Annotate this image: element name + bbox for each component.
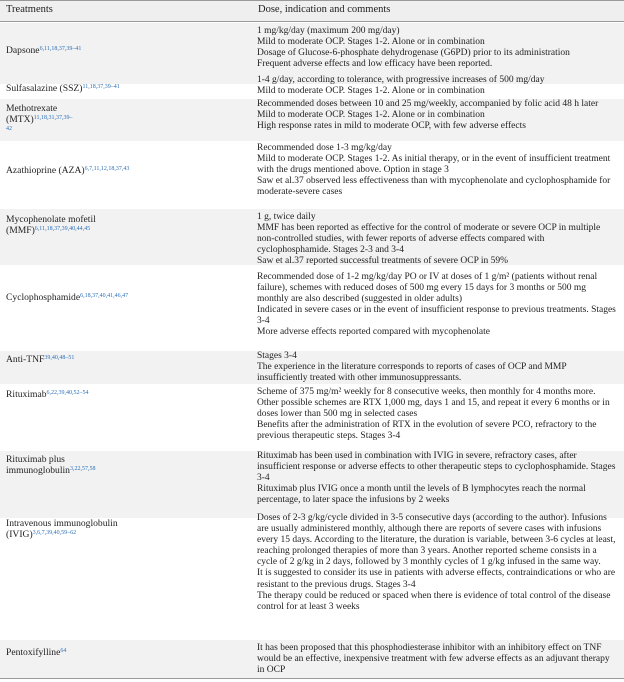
table-row-pentoxifylline xyxy=(0,640,624,678)
table-row-rituximab-ivig xyxy=(0,451,624,518)
treatment-name: Sulfasalazine (SSZ)$^{11,18,37,39-41}$ xyxy=(6,83,120,94)
table-row-cyclophosphamide xyxy=(0,272,624,351)
table-bottom-rule xyxy=(0,678,624,679)
table-row-rituximab xyxy=(0,384,624,450)
treatment-name: Cyclophosphamide$^{6,18,37,40,41,46,47}$ xyxy=(6,292,129,303)
table-row-azathioprine xyxy=(0,143,624,209)
treatment-description: Doses of 2-3 g/kg/cycle divided in 3-5 consecutive days (according to the author). Infusions are usually administered monthly, although there are reports of severe cases with infusions every 15 days. According to the literature, the duration is variable, between 3-6 cycles at least, reaching prolonged therapies of more than 3 years. Another reported scheme consists in a cycle of 2 g/kg in 2 days, followed by 3 monthly cycles of 1 g/kg infused in the same way. It is suggested to consider its use in patients with adverse effects, contraindications or who are resistant to the previous drugs. Stages 3-4 The therapy could be reduced or spaced when there is evidence of total control of the disease control for at least 3 weeks xyxy=(257,513,616,612)
table-row-methotrexate xyxy=(0,99,624,141)
treatment-name: Mycophenolate mofetil (MMF)$^{6,11,18,37,39,40,44,45}$ xyxy=(6,214,96,236)
treatment-description: Rituximab has been used in combination with IVIG in severe, refractory cases, after insufficient response or adverse effects to other therapeutic steps to cyclophosphamide. Stages 3-4 Rituximab plus IVIG once a month until the levels of B lymphocytes reach the normal percentage, to later space the infusions by 2 weeks xyxy=(257,451,616,506)
treatment-description: 1 g, twice daily MMF has been reported as effective for the control of moderate or severe OCP in multiple non-controlled studies, with fewer reports of adverse effects compared with cyclophosphamide. Stages 2-3 and 3-4 Saw et al.37 reported successful treatments of severe OCP in 59% xyxy=(257,212,601,267)
treatment-name: Azathioprine (AZA)$^{6,7,11,12,18,37,43}$ xyxy=(6,165,130,176)
treatment-name: Anti-TNF$^{39,40,48-51}$ xyxy=(6,354,75,365)
treatment-description: Recommended dose of 1-2 mg/kg/day PO or IV at doses of 1 g/m² (patients without renal failure), schemes with reduced doses of 500 mg every 15 days for 3 months or 500 mg monthly are also described (suggested in older adults) Indicated in severe cases or in the event of insufficient response to previous treatments. Stages 3-4 More adverse effects reported compared with mycophenolate xyxy=(257,272,616,338)
header-dose: Dose, indication and comments xyxy=(258,4,391,15)
header-treatments: Treatments xyxy=(6,4,53,15)
table-header xyxy=(0,0,624,22)
treatment-description: Recommended dose 1-3 mg/kg/day Mild to moderate OCP. Stages 1-2. As initial therapy, or in the event of insufficient treatment with the drugs mentioned above. Option in stage 3 Saw et al.37 observed less effectiveness than with mycophenolate and cyclophosphamide for moderate-severe cases xyxy=(257,143,611,198)
treatment-name: Rituximab$^{6,22,39,40,52-54}$ xyxy=(6,389,89,400)
treatment-description: 1-4 g/day, according to tolerance, with progressive increases of 500 mg/day Mild to moderate OCP. Stages 1-2. Alone or in combination xyxy=(257,75,545,97)
treatment-description: It has been proposed that this phosphodiesterase inhibitor with an inhibitory effect on TNF would be an effective, inexpensive treatment with few adverse effects as an adjuvant therapy in OCP xyxy=(257,643,610,676)
table-row-anti-tnf xyxy=(0,351,624,384)
treatment-name: Dapsone$^{6,11,18,37,39-41}$ xyxy=(6,45,82,56)
treatment-description: Recommended doses between 10 and 25 mg/weekly, accompanied by folic acid 48 h later Mild to moderate OCP. Stages 1-2. Alone or in combination High response rates in mild to moderate OCP, with few adverse effects xyxy=(257,99,599,132)
table-row-mycophenolate xyxy=(0,209,624,265)
treatment-description: 1 mg/kg/day (maximum 200 mg/day) Mild to moderate OCP. Stages 1-2. Alone or in combination Dosage of Glucose-6-phosphate dehydrogenase (G6PD) prior to its administration Frequent adverse effects and low efficacy have been reported. xyxy=(257,26,570,70)
treatment-description: Stages 3-4 The experience in the literature corresponds to reports of cases of OCP and MMP insufficiently treated with other immunosuppressants. xyxy=(257,351,567,384)
treatment-name: Rituximab plus immunoglobulin$^{3,22,57,58}$ xyxy=(6,454,96,476)
treatment-description: Scheme of 375 mg/m² weekly for 8 consecutive weeks, then monthly for 4 months more. Other possible schemes are RTX 1,000 mg, days 1 and 15, and repeat it every 6 months or in doses lower than 500 mg in selected cases Benefits after the administration of RTX in the evolution of severe PCO, refractory to the previous therapeutic steps. Stages 3-4 xyxy=(257,387,610,442)
treatment-name: Pentoxifylline$^{64}$ xyxy=(6,647,67,658)
table-row-ivig xyxy=(0,513,624,644)
treatment-name: Methotrexate (MTX)$^{11,18,31,37,39-42}$ xyxy=(6,103,73,132)
treatment-name: Intravenous immunoglobulin (IVIG)$^{3,6,7,39,40,59-62}$ xyxy=(6,518,118,540)
